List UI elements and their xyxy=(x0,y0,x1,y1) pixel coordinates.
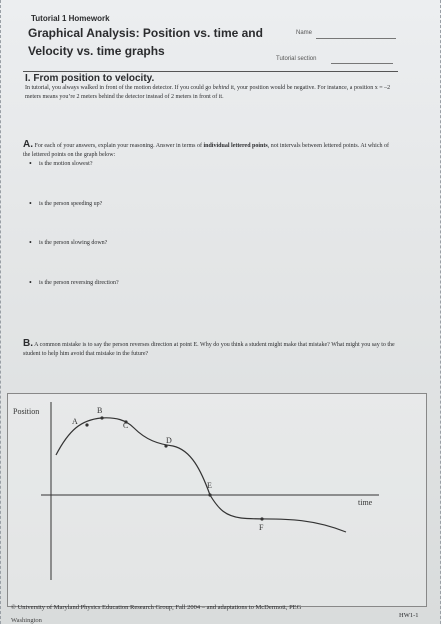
point-e-label: E xyxy=(207,481,212,490)
page-title-line2: Velocity vs. time graphs xyxy=(28,44,165,58)
point-f-marker xyxy=(260,517,263,520)
y-axis-label: Position xyxy=(13,407,40,416)
position-time-graph xyxy=(1,0,441,624)
page-code: HW1-1 xyxy=(399,612,419,619)
copyright-footer-line2: Washington xyxy=(11,617,42,624)
point-c-label: C xyxy=(123,421,129,430)
name-label: Name xyxy=(296,30,313,36)
page-title-line1: Graphical Analysis: Position vs. time and xyxy=(28,26,263,40)
tutorial-label: Tutorial 1 Homework xyxy=(31,14,110,23)
point-d-label: D xyxy=(166,436,172,445)
point-e-marker xyxy=(208,493,211,496)
question-slowest: • is the motion slowest? xyxy=(39,161,93,167)
question-slowing-down: • is the person slowing down? xyxy=(39,240,107,246)
point-b-marker xyxy=(100,416,103,419)
part-a-prompt: A. For each of your answers, explain your reasoning. Answer in terms of individual lettered points, not intervals between lettered points. At which of the lettered points on the graph below: xyxy=(23,139,390,158)
question-speeding-up: • is the person speeding up? xyxy=(39,201,102,207)
intro-paragraph: In tutorial, you always walked in front of the motion detector. If you could go behind it, your position would be negative. For instance, a position x = –2 meters means you’re 2 meters behind the detector instead of 2 meters in front of it. xyxy=(25,85,391,100)
part-b-prompt: B. A common mistake is to say the person reverses direction at point E. Why do you think a student might make that mistake? What might you say to the student to help him avoid that mistake in the future? xyxy=(23,338,395,357)
x-axis-label: time xyxy=(358,498,373,507)
section-label: Tutorial section xyxy=(276,56,317,62)
point-a-label: A xyxy=(72,417,78,426)
point-f-label: F xyxy=(259,523,264,532)
section-heading: I. From position to velocity. xyxy=(25,73,155,84)
point-a-marker xyxy=(85,423,88,426)
position-curve xyxy=(56,418,346,532)
copyright-footer: © University of Maryland Physics Education Research Group, Fall 2004 – and adaptations to McDermott, PEG xyxy=(11,604,302,611)
point-b-label: B xyxy=(97,406,103,415)
question-reversing: • is the person reversing direction? xyxy=(39,280,119,286)
